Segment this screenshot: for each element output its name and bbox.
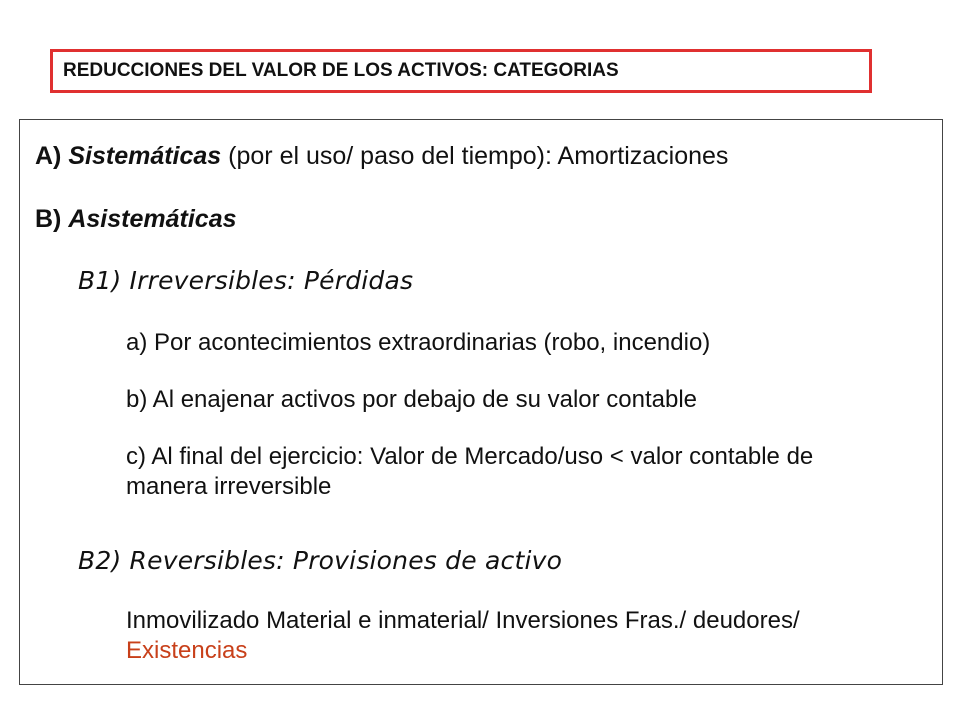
category-b <box>35 205 237 234</box>
b1-item-a: a) Por acontecimientos extraordinarias (robo, incendio) <box>126 329 711 356</box>
b1-item-b: b) Al enajenar activos por debajo de su valor contable <box>126 386 698 413</box>
category-a-term: Sistemáticas <box>68 142 222 170</box>
b2-highlight-existencias: Existencias <box>126 637 248 664</box>
subcategory-b2-label: B2) Reversibles: Provisiones de activo <box>78 546 563 575</box>
b1-item-c: c) Al final del ejercicio: Valor de Mercado/uso < valor contable de manera irreversible <box>126 443 814 500</box>
category-a-description: (por el uso/ paso del tiempo): Amortizaciones <box>228 142 729 170</box>
category-b-prefix: B) <box>35 205 62 233</box>
content-box <box>19 119 943 685</box>
slide-title <box>50 49 872 93</box>
b2-description <box>126 606 896 666</box>
category-b-term: Asistemáticas <box>68 205 237 233</box>
title-text: REDUCCIONES DEL VALOR DE LOS ACTIVOS: CATEGORIAS <box>63 60 619 81</box>
b2-description-text: Inmovilizado Material e inmaterial/ Inversiones Fras./ deudores/ <box>126 607 800 634</box>
subcategory-b1-label: B1) Irreversibles: Pérdidas <box>78 266 414 295</box>
category-a-prefix: A) <box>35 142 62 170</box>
category-a <box>35 142 728 171</box>
